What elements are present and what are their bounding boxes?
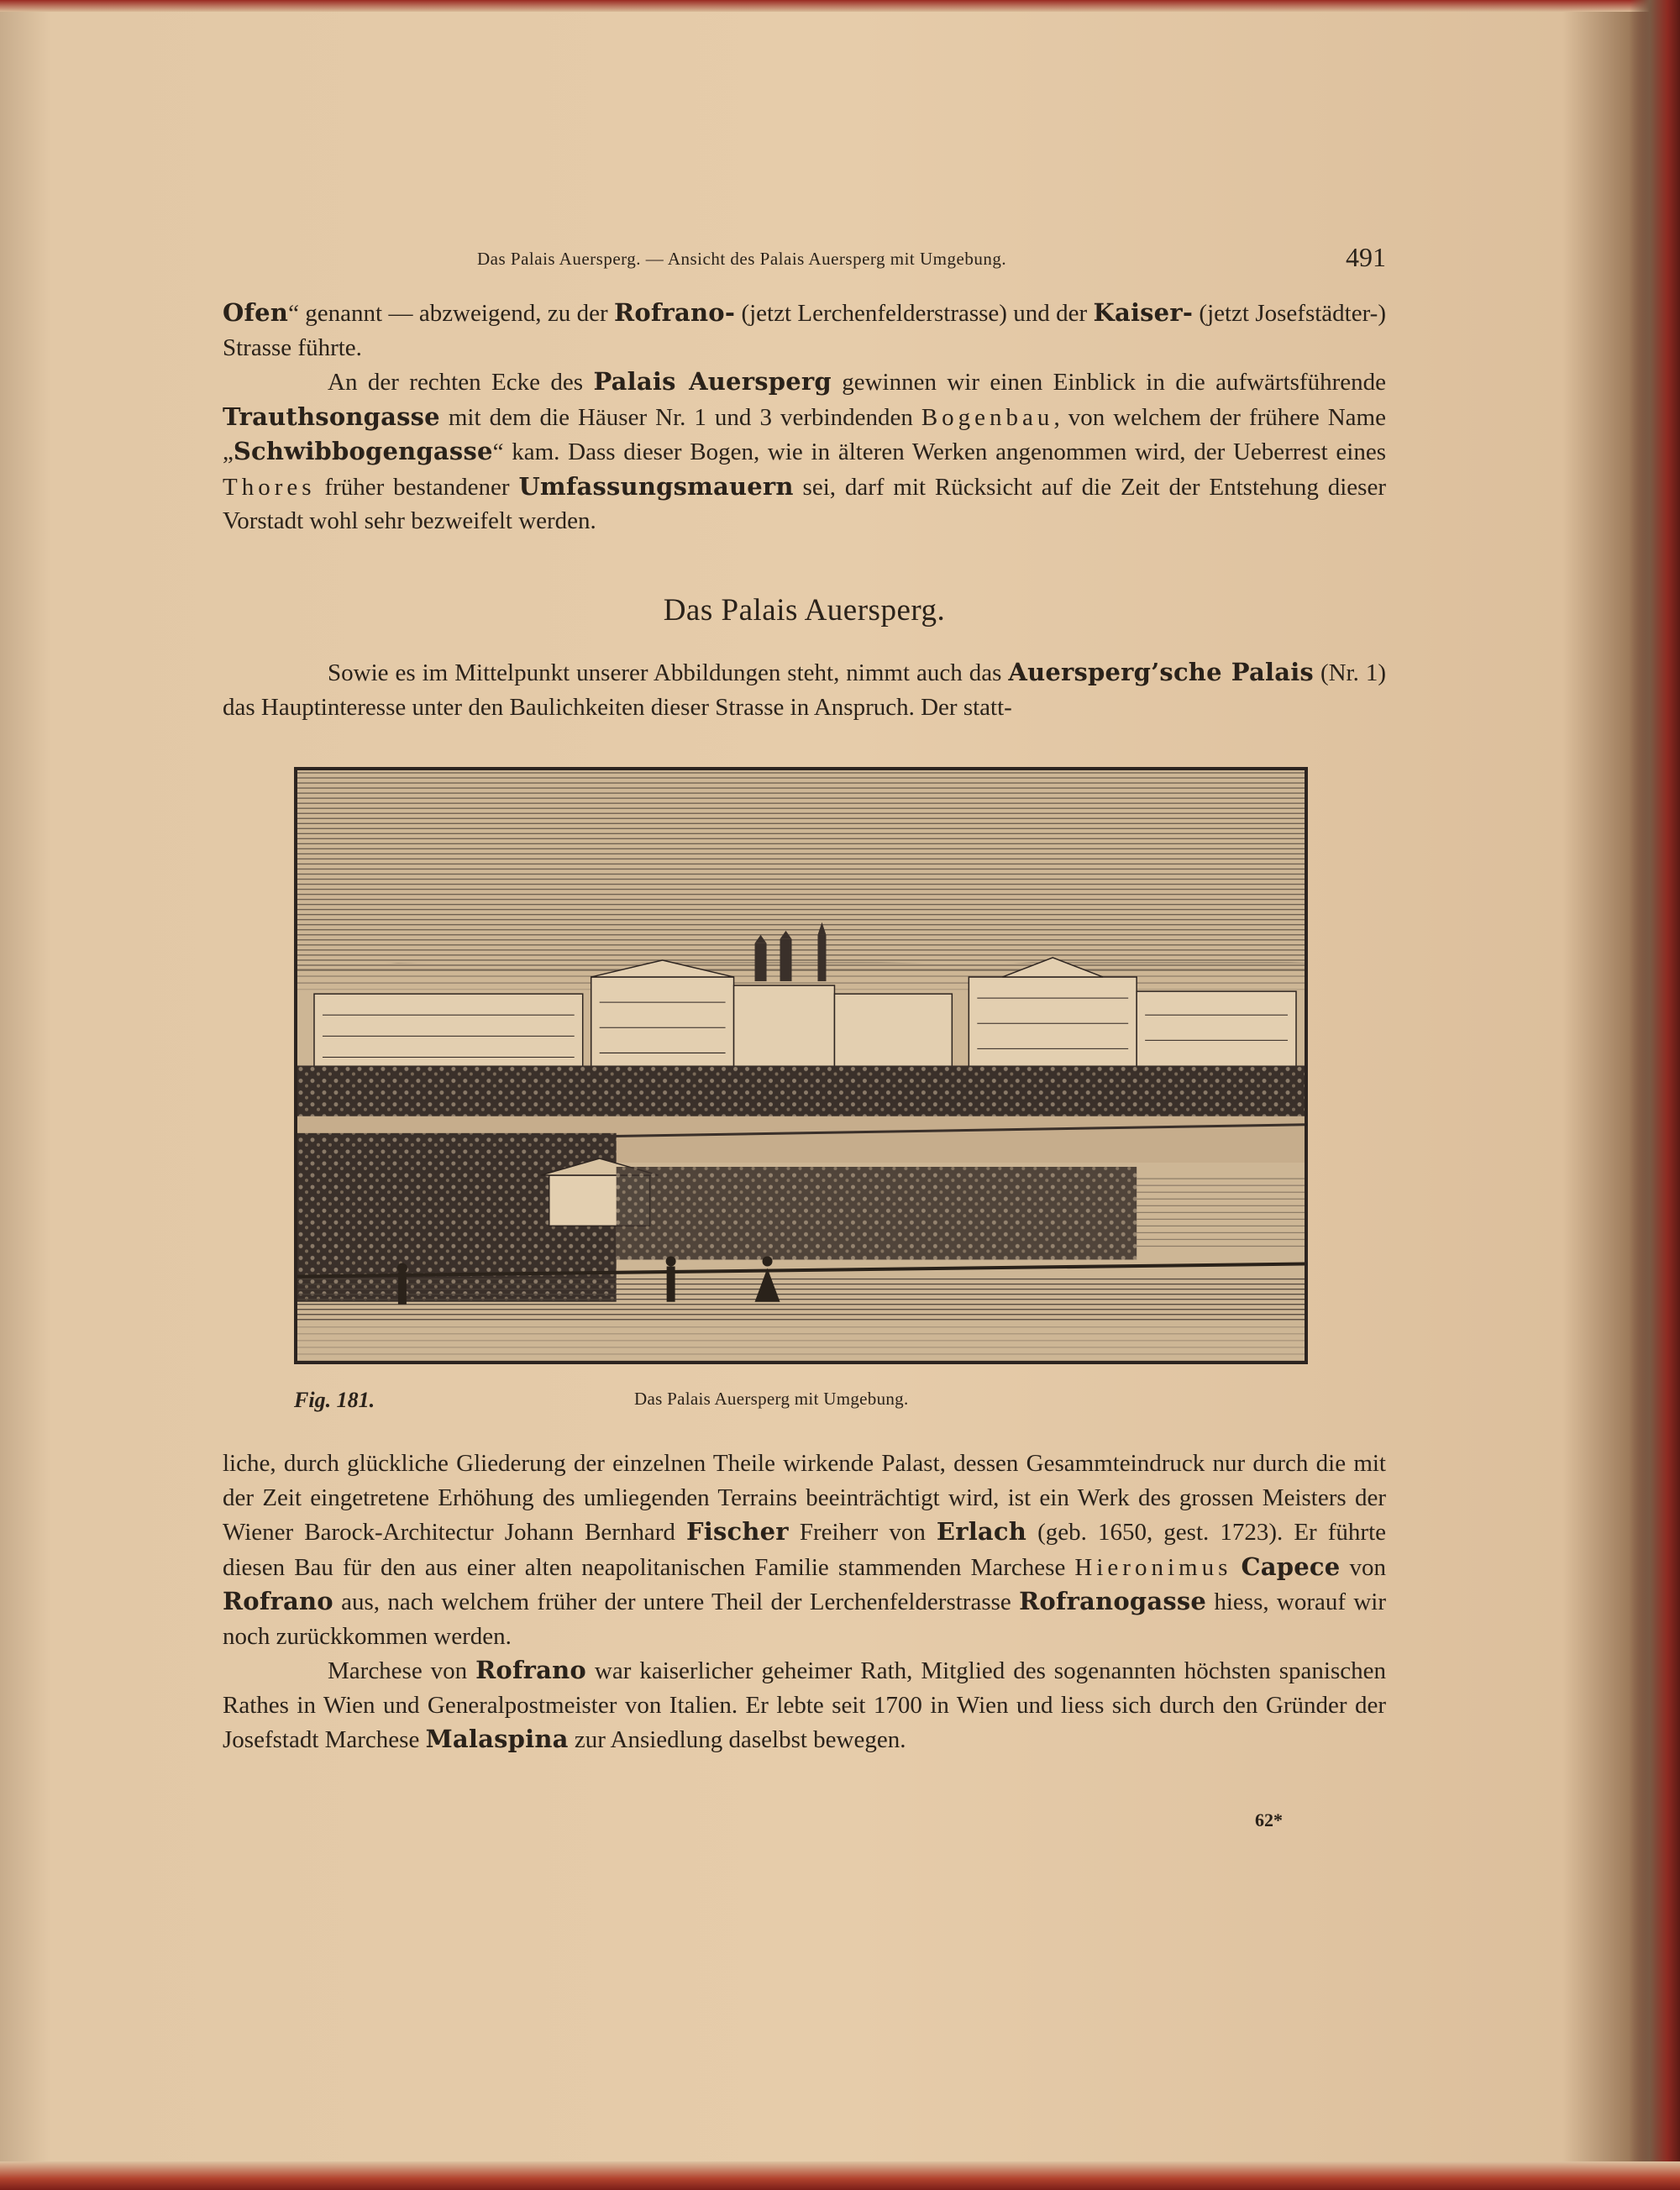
text-run: hiess, worauf wir noch zurückkommen werden. — [223, 1589, 1386, 1650]
text-run: mit dem die Häuser Nr. 1 und 3 verbindenden — [439, 403, 921, 431]
blackletter-term: Malaspina — [425, 1725, 569, 1753]
text-run: (jetzt Josefstädter-) Strasse führte. — [223, 300, 1386, 361]
text-run: sei, darf mit Rücksicht auf die Zeit der Entstehung dieser Vorstadt wohl sehr bezweifelt werden. — [223, 473, 1386, 534]
paragraph-4 — [223, 1447, 1386, 1653]
text-block-top — [223, 296, 1386, 538]
paragraph-3 — [223, 655, 1386, 724]
text-run: zur Ansiedlung daselbst bewegen. — [568, 1726, 906, 1753]
blackletter-term: Rofrano — [475, 1656, 586, 1684]
book-binding-edge — [1630, 0, 1680, 2190]
palace-engraving-image — [297, 770, 1305, 1361]
text-run: (jetzt Lerchenfelderstrasse) und der — [735, 300, 1094, 327]
text-run: “ genannt — abzweigend, zu der — [288, 300, 615, 327]
running-title: Das Palais Auersperg. — Ansicht des Palais Auersperg mit Umgebung. — [477, 249, 1007, 269]
text-run: Sowie es im Mittelpunkt unserer Abbildungen steht, nimmt auch das — [328, 659, 1009, 686]
blackletter-term: Rofrano- — [614, 298, 736, 327]
text-run: aus, nach welchem früher der untere Theil der Lerchenfelderstrasse — [333, 1589, 1020, 1615]
blackletter-term: Rofranogasse — [1019, 1587, 1207, 1615]
blackletter-term: Kaiser- — [1093, 298, 1194, 327]
figure-label: Fig. 181. — [294, 1388, 375, 1412]
text-run: “ kam. Dass dieser Bogen, wie in älteren Werken angenommen wird, der Ueberrest eines — [492, 439, 1386, 465]
page-bottom-edge — [0, 2161, 1680, 2190]
page-top-edge — [0, 0, 1680, 12]
text-run: (Nr. 1) das Hauptinteresse unter den Baulichkeiten dieser Strasse in Anspruch. Der statt- — [223, 659, 1386, 721]
spaced-term: Bogenbau — [921, 403, 1054, 431]
engraving-illustration — [294, 767, 1308, 1364]
text-run: (geb. 1650, gest. 1723). Er führte diesen Bau für den aus einer alten neapolitanischen Familie stammenden Marchese — [223, 1519, 1387, 1581]
blackletter-term: Capece — [1241, 1552, 1341, 1581]
text-run: früher bestandener — [315, 473, 519, 501]
text-run: , von welchem der frühere Name „ — [223, 403, 1386, 465]
text-block-intro — [223, 655, 1386, 724]
page-number: 491 — [1346, 242, 1386, 272]
paragraph-1 — [223, 296, 1386, 365]
paragraph-5 — [223, 1653, 1386, 1757]
blackletter-term: Rofrano — [223, 1587, 333, 1615]
figure-caption: Das Palais Auersperg mit Umgebung. — [634, 1389, 909, 1409]
spaced-term: Hieronimus — [1074, 1553, 1232, 1581]
text-run: An der rechten Ecke des — [328, 369, 594, 396]
text-run: Marchese von — [328, 1657, 476, 1684]
running-head — [223, 242, 1386, 279]
blackletter-term: Ofen — [223, 298, 289, 327]
text-run: von — [1340, 1553, 1386, 1581]
text-run: Freiherr von — [788, 1519, 937, 1546]
blackletter-term: Erlach — [936, 1517, 1027, 1546]
text-block-bottom — [223, 1447, 1386, 1757]
paragraph-2 — [223, 365, 1386, 538]
text-run: liche, durch glückliche Gliederung der einzelnen Theile wirkende Palast, dessen Gesammteindruck nur durch die mit der Zeit eingetretene Erhöhung des umliegenden Terrains beeinträchtigt wird, ist ein Werk des grossen Meisters der Wiener Barock-Architectur Johann Bernhard — [223, 1450, 1386, 1546]
section-heading: Das Palais Auersperg. — [663, 593, 946, 628]
text-run: gewinnen wir einen Einblick in die aufwärtsführende — [831, 369, 1386, 396]
spaced-term: Thores — [223, 473, 316, 501]
blackletter-term: Fischer — [685, 1517, 789, 1546]
blackletter-term: Schwibbogengasse — [233, 437, 493, 465]
blackletter-term: Trauthsongasse — [223, 402, 440, 431]
blackletter-term: Auersperg’sche Palais — [1008, 658, 1314, 686]
signature-mark: 62* — [1255, 1809, 1283, 1830]
blackletter-term: Palais Auersperg — [593, 367, 832, 396]
text-run: war kaiserlicher geheimer Rath, Mitglied des sogenannten höchsten spanischen Rathes in Wien und Generalpostmeister von Italien. Er lebte seit 1700 in Wien und liess sich durch den Gründer der Josefstadt Marchese — [223, 1657, 1386, 1753]
text-run — [1231, 1554, 1241, 1581]
blackletter-term: Umfassungsmauern — [518, 471, 794, 501]
